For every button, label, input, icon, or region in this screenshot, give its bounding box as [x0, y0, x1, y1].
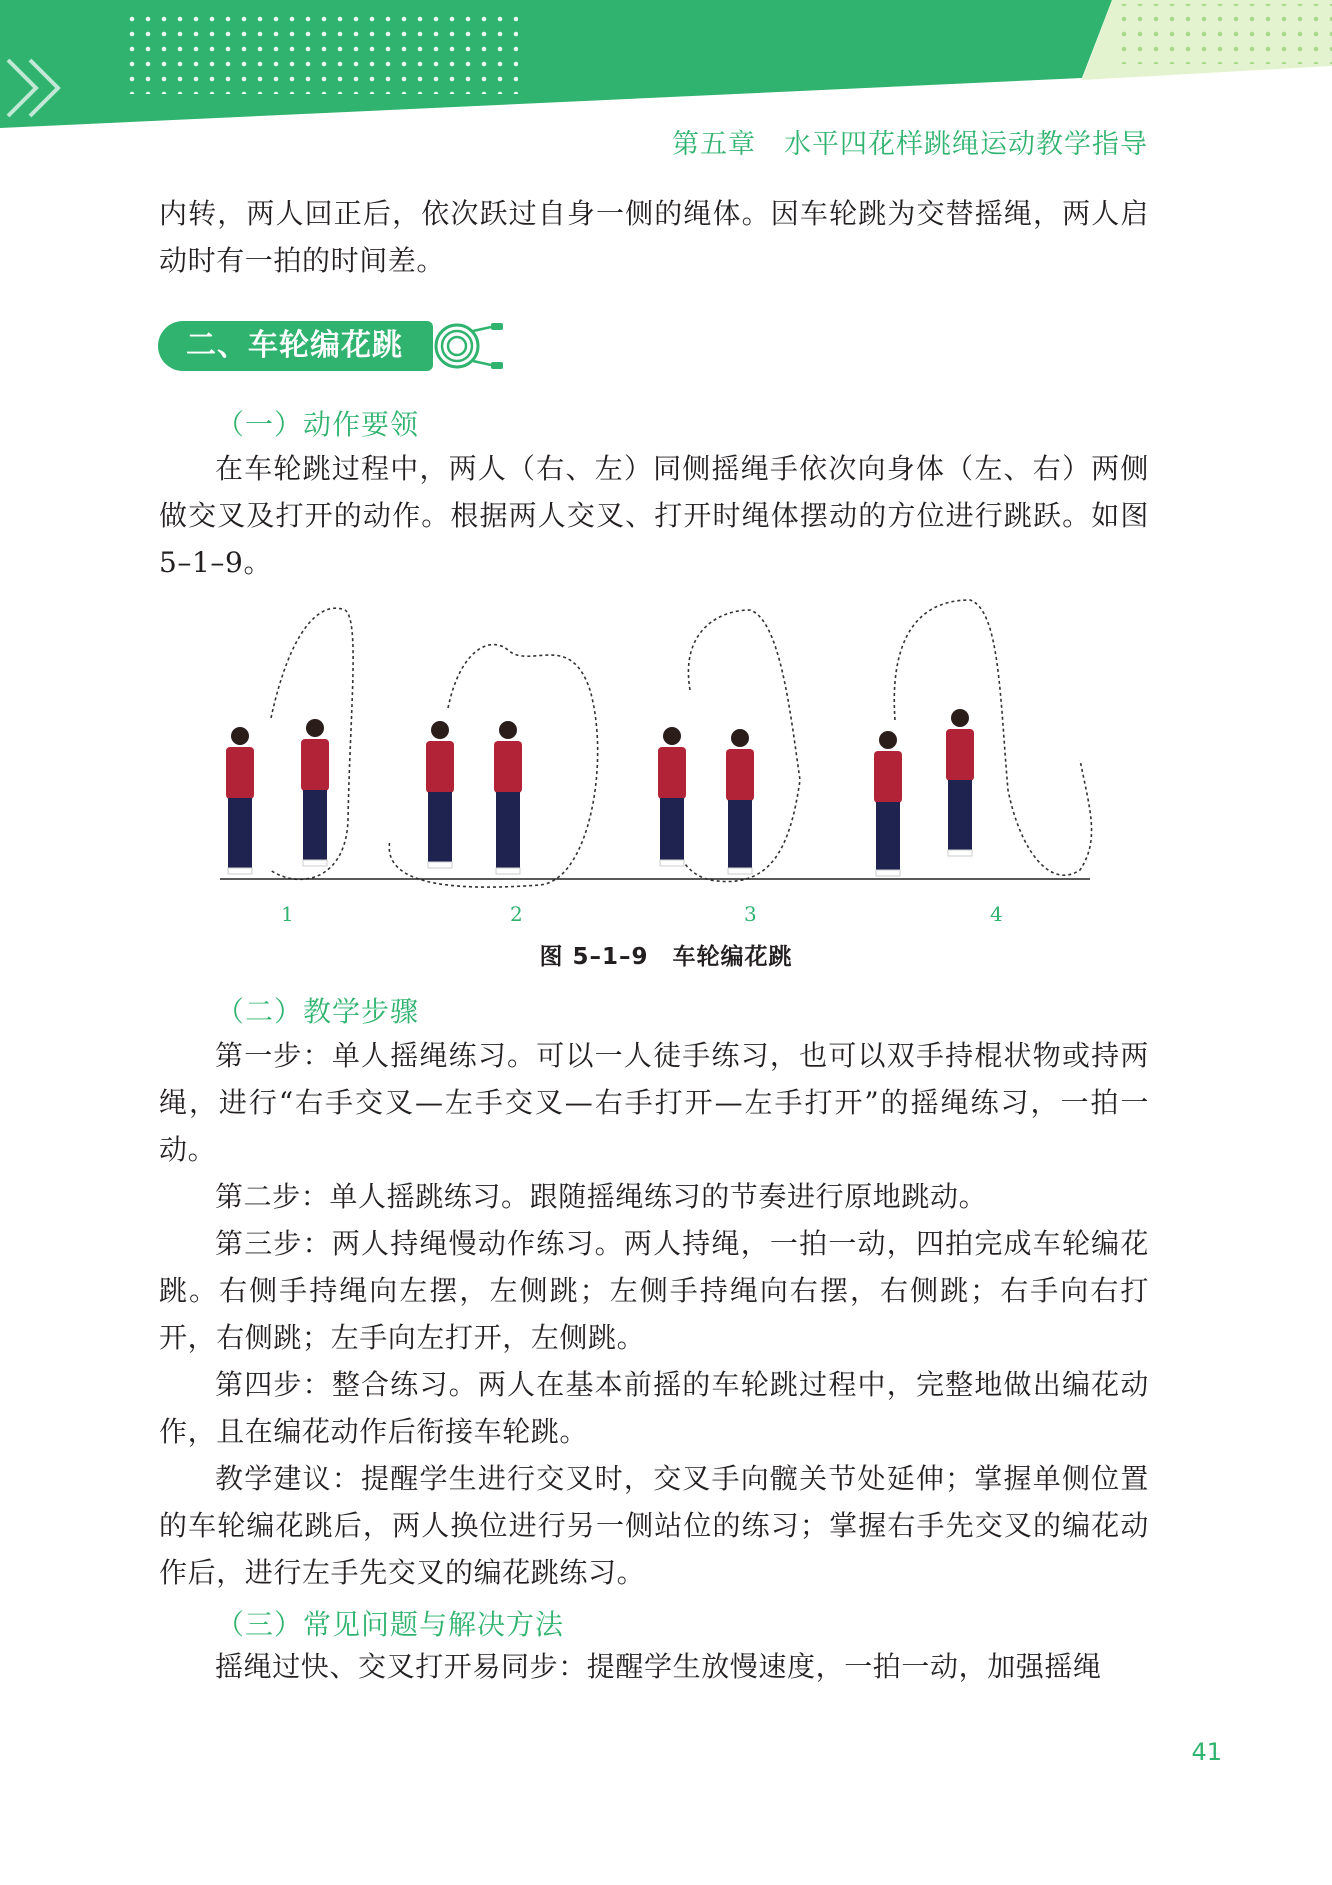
jumper: [658, 727, 686, 866]
jumper: [726, 729, 754, 874]
page-number: 41: [1191, 1738, 1222, 1766]
figure-5-1-9: [150, 590, 1130, 930]
figure-label-4: 4: [990, 902, 1003, 926]
figure-label-1: 1: [281, 902, 294, 926]
jumper: [426, 721, 454, 868]
paragraph-step1: 第一步：单人摇绳练习。可以一人徒手练习，也可以双手持棍状物或持两绳，进行“右手交叉—左手交叉—右手打开—左手打开”的摇绳练习，一拍一动。: [159, 1039, 1149, 1166]
subheading-3: （三）常见问题与解决方法: [216, 1608, 565, 1641]
figure-caption: 图 5–1–9 车轮编花跳: [539, 944, 793, 970]
jumper: [494, 721, 522, 874]
paragraph-step4: 第四步：整合练习。两人在基本前摇的车轮跳过程中，完整地做出编花动作，且在编花动作后衔接车轮跳。: [159, 1368, 1149, 1448]
section-heading: [158, 321, 509, 371]
paragraph-step3: 第三步：两人持绳慢动作练习。两人持绳，一拍一动，四拍完成车轮编花跳。右侧手持绳向左摆，左侧跳；左侧手持绳向右摆，右侧跳；右手向右打开，右侧跳；左手向左打开，左侧跳。: [159, 1227, 1149, 1354]
chapter-title: 第五章 水平四花样跳绳运动教学指导: [672, 129, 1148, 160]
subheading-2: （二）教学步骤: [216, 995, 420, 1028]
header-band: [0, 0, 1332, 130]
section-title: 二、车轮编花跳: [158, 321, 433, 371]
subheading-1: （一）动作要领: [216, 408, 420, 441]
jumper: [226, 727, 254, 874]
jumper: [874, 731, 902, 876]
figure-label-2: 2: [510, 902, 523, 926]
paragraph-suggestion: 教学建议：提醒学生进行交叉时，交叉手向髋关节处延伸；掌握单侧位置的车轮编花跳后，两人换位进行另一侧站位的练习；掌握右手先交叉的编花动作后，进行左手先交叉的编花跳练习。: [159, 1462, 1149, 1589]
paragraph-action: 在车轮跳过程中，两人（右、左）同侧摇绳手依次向身体（左、右）两侧做交叉及打开的动作。根据两人交叉、打开时绳体摆动的方位进行跳跃。如图 5–1–9。: [159, 452, 1149, 579]
jump-rope-illustration: [150, 590, 1130, 930]
paragraph-step2: 第二步：单人摇跳练习。跟随摇绳练习的节奏进行原地跳动。: [215, 1180, 988, 1213]
jumper: [301, 719, 329, 866]
paragraph-problem: 摇绳过快、交叉打开易同步：提醒学生放慢速度，一拍一动，加强摇绳: [215, 1650, 1102, 1683]
jump-rope-icon: [433, 321, 509, 371]
paragraph-intro: 内转，两人回正后，依次跃过自身一侧的绳体。因车轮跳为交替摇绳，两人启动时有一拍的时间差。: [159, 197, 1149, 277]
figure-label-3: 3: [744, 902, 757, 926]
jumper: [946, 709, 974, 856]
